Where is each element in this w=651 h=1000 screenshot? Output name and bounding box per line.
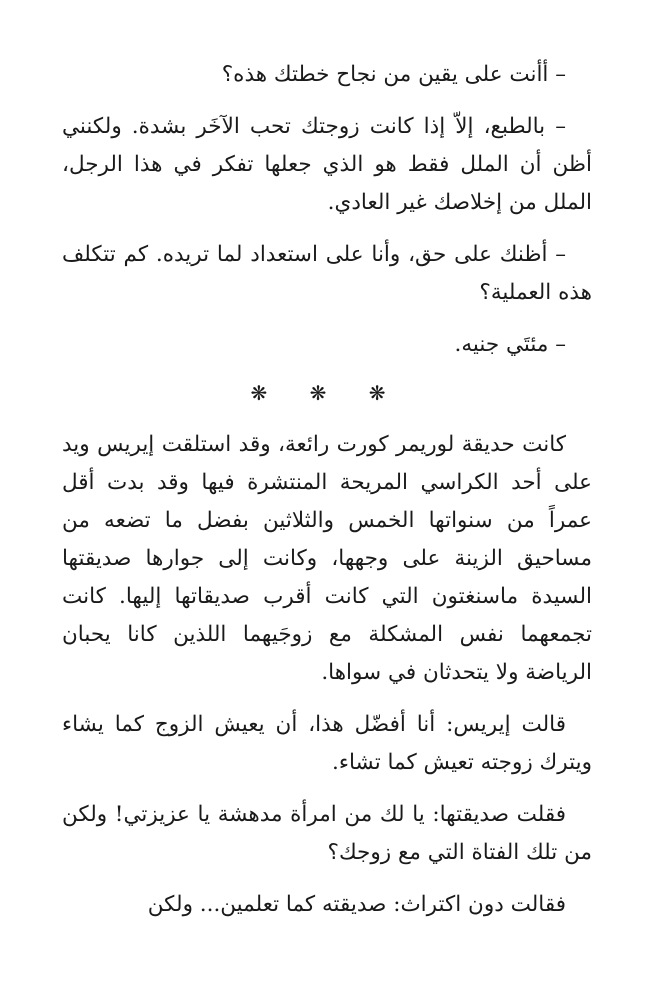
narrative-garden-paragraph: كانت حديقة لوريمر كورت رائعة، وقد استلقت إيريس ويد على أحد الكراسي المريحة المنتشرة فيها وقد بدت أقل عمراً من سنواتها الخمس والثلاثين بفضل ما تضعه من مساحيق الزينة على وجهها، وكانت إلى جوارها صديقتها السيدة ماسنغتون التي كانت أقرب صديقاتها إليها. كانت تجمعهما نفس المشكلة مع زوجَيهما اللذين كانا يحبان الرياضة ولا يتحدثان في سواها. bbox=[62, 432, 592, 685]
dialogue-line-price: – مئتَي جنيه. bbox=[454, 332, 566, 357]
dialogue-iris-reply: فقالت دون اكتراث: صديقته كما تعلمين... ولكن bbox=[147, 892, 566, 917]
asterism-icon: ❋ bbox=[250, 381, 286, 405]
section-separator bbox=[62, 378, 592, 408]
dialogue-friend-question: فقلت صديقتها: يا لك من امرأة مدهشة يا عزيزتي! ولكن من تلك الفتاة التي مع زوجك؟ bbox=[62, 802, 592, 865]
asterism-icon: ❋ bbox=[309, 381, 345, 405]
dialogue-line-confidence: – أأنت على يقين من نجاح خطتك هذه؟ bbox=[221, 62, 566, 87]
asterism-icon: ❋ bbox=[368, 381, 404, 405]
book-page bbox=[62, 56, 592, 924]
dialogue-line-boredom: – بالطبع، إلاّ إذا كانت زوجتك تحب الآخَر بشدة. ولكنني أظن أن الملل فقط هو الذي جعلها تفكر في هذا الرجل، الملل من إخلاصك غير العادي. bbox=[62, 114, 592, 215]
dialogue-line-cost-question: – أظنك على حق، وأنا على استعداد لما تريده. كم تتكلف هذه العملية؟ bbox=[62, 242, 592, 305]
dialogue-iris-preference: قالت إيريس: أنا أفضّل هذا، أن يعيش الزوج كما يشاء ويترك زوجته تعيش كما تشاء. bbox=[62, 712, 592, 775]
